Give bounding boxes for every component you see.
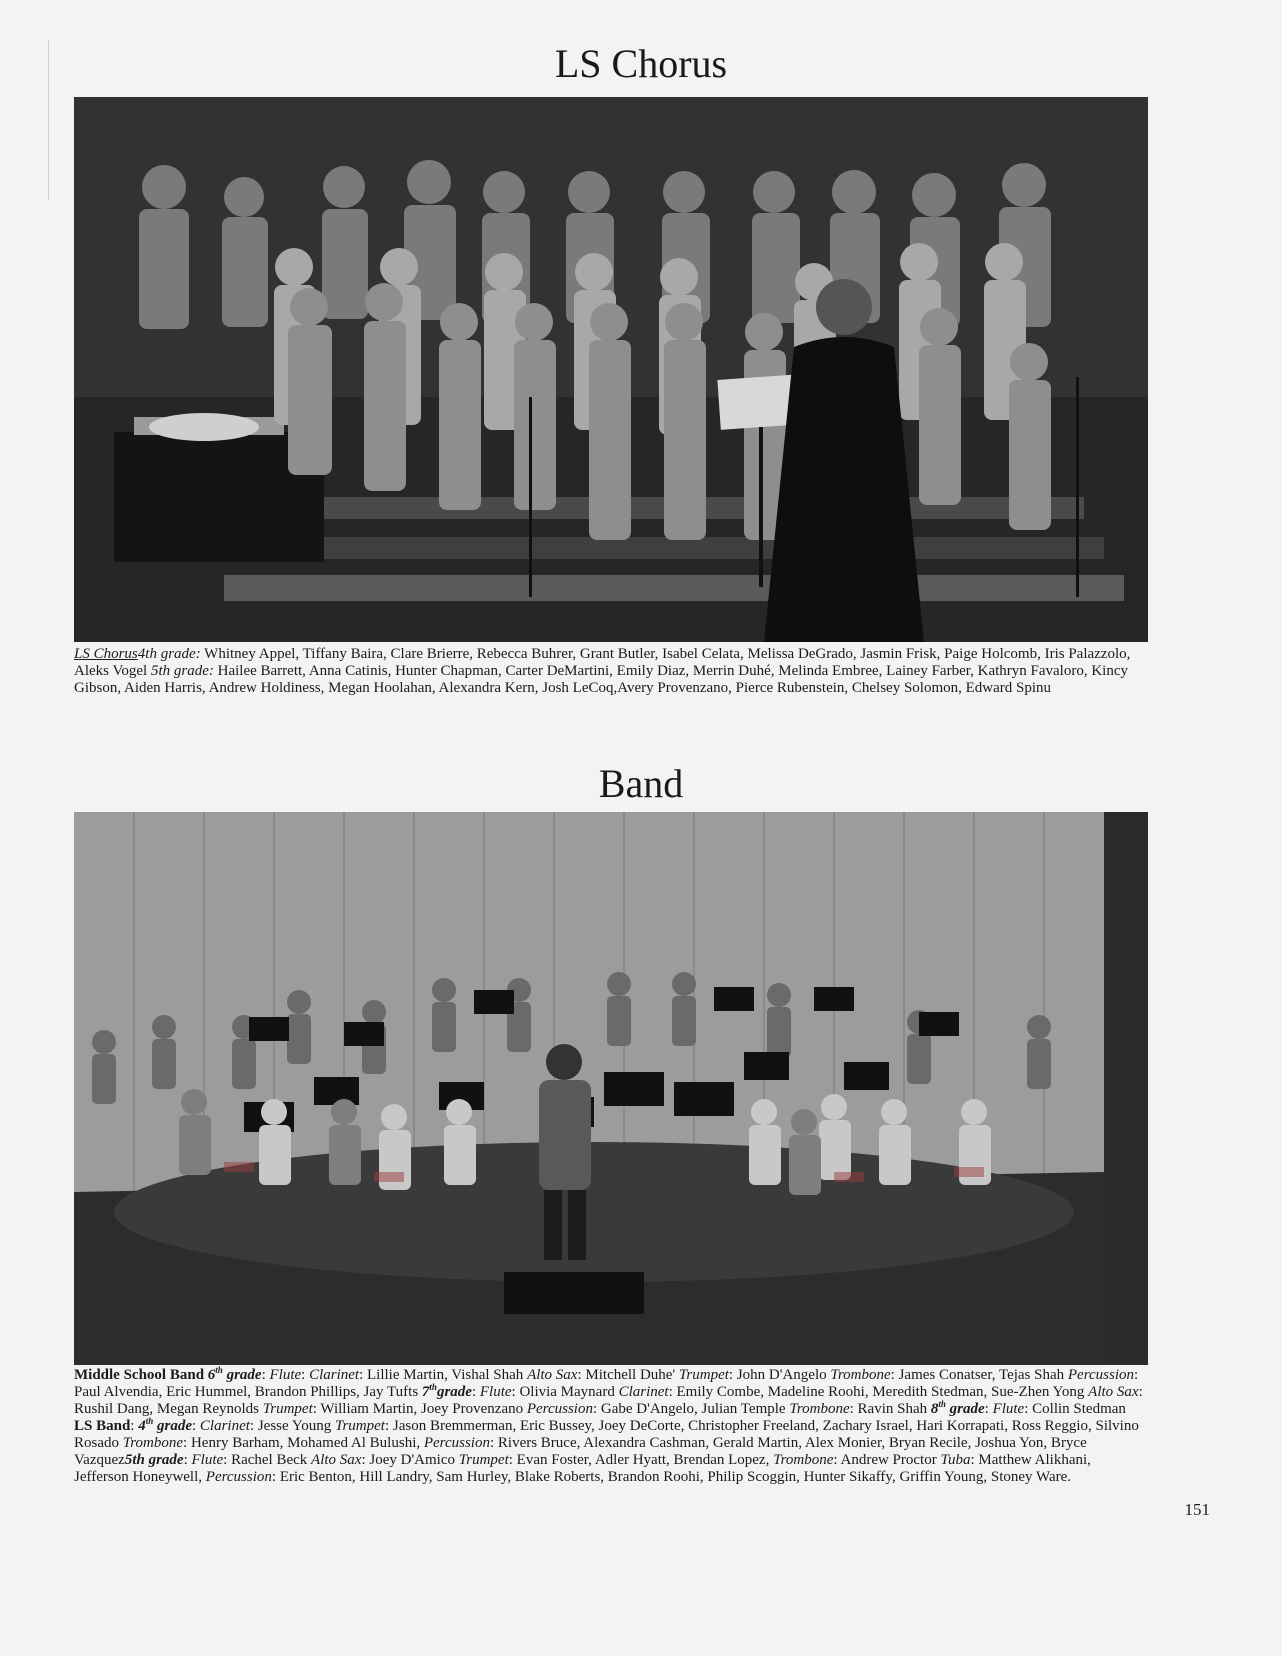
ms-g6-trumpet-names: John D'Angelo <box>733 1367 831 1383</box>
ls-g5-tuba-label: Tuba <box>940 1452 971 1468</box>
ls-g5-tuba-names: Matthew Alikhani, Jefferson Honeywell, <box>74 1452 1091 1485</box>
band-section-title: Band <box>598 761 684 806</box>
ms-grade7-suffix: th <box>429 1382 437 1392</box>
ms-grade6-label: grade <box>222 1367 262 1383</box>
page-number: 151 <box>1184 1500 1210 1519</box>
ms-grade6-number: 6 <box>204 1367 216 1383</box>
ms-grade8-suffix: th <box>938 1399 946 1409</box>
band-caption: Middle School Band 6th grade: Flute: Clarinet: Lillie Martin, Vishal Shah Alto Sax: Mitchell Duhe' Trumpet: John D'Angelo Trombone: James Conatser, Tejas Shah Percussion: Paul Alvendia, Eric Hummel, Brandon Phillips, Jay Tufts 7thgrade: Flute: Olivia Maynard Clarinet: Emily Combe, Madeline Roohi, Meredith Stedman, Sue-Zhen Yong Alto Sax: Rushil Dang, Megan Reynolds Trumpet: William Martin, Joey Provenzano Percussion: Gabe D'Angelo, Julian Temple Trombone: Ravin Shah 8th grade: Flute: Collin Stedman LS Band: 4th grade: Clarinet: Jesse Young Trumpet: Jason Bremmerman, Eric Bussey, Joey DeCorte, Christopher Freeland, Zachary Israel, Hari Korrapati, Ross Reggio, Silvino Rosado Trombone: Henry Barham, Mohamed Al Bulushi, Percussion: Rivers Bruce, Alexandra Cashman, Gerald Martin, Alex Monier, Bryan Recile, Joshua Yon, Bryce Vazquez5th grade: Flute: Rachel Beck Alto Sax: Joey D'Amico Trumpet: Evan Foster, Adler Hyatt, Brendan Lopez, Trombone: Andrew Proctor Tuba: Matthew Alikhani, Jefferson Honeywell, Percussion: Eric Benton, Hill Landry, Sam Hurley, Blake Roberts, Brandon Roohi, Philip Scoggin, Hunter Sikaffy, Griffin Young, Stoney Ware. <box>74 1365 1143 1485</box>
chorus-photo <box>74 97 1148 642</box>
ls-g5-altosax-names: Joey D'Amico <box>365 1452 459 1468</box>
ls-grade4-label: grade <box>153 1418 192 1434</box>
ms-g7-flute-names: Olivia Maynard <box>515 1384 619 1400</box>
ms-g6-altosax-label: Alto Sax <box>527 1367 578 1383</box>
ls-g5-flute-names: Rachel Beck <box>227 1452 312 1468</box>
ls-g5-percussion-names: Eric Benton, Hill Landry, Sam Hurley, Blake Roberts, Brandon Roohi, Philip Scoggin, Hunter Sikaffy, Griffin Young, Stoney Ware. <box>276 1469 1072 1485</box>
ms-g7-trumpet-names: William Martin, Joey Provenzano <box>316 1401 527 1417</box>
ms-g7-clarinet-label: Clarinet <box>618 1384 669 1400</box>
ms-g7-clarinet-names: Emily Combe, Madeline Roohi, Meredith Stedman, Sue-Zhen Yong <box>672 1384 1089 1400</box>
ms-g7-altosax-label: Alto Sax <box>1088 1384 1139 1400</box>
ms-g6-altosax-names: Mitchell Duhe' <box>581 1367 679 1383</box>
ls-g4-trumpet-names: Jason Bremmerman, Eric Bussey, Joey DeCorte, Christopher Freeland, Zachary Israel, Hari Korrapati, Ross Reggio, Silvino Rosado <box>74 1418 1139 1451</box>
ls-g4-clarinet-names: Jesse Young <box>254 1418 335 1434</box>
ms-g8-flute-label: Flute <box>992 1401 1025 1417</box>
ms-g7-trombone-names: Ravin Shah <box>853 1401 931 1417</box>
ms-g6-trombone-label: Trombone <box>830 1367 891 1383</box>
ls-g4-percussion-names: Rivers Bruce, Alexandra Cashman, Gerald Martin, Alex Monier, Bryan Recile, Joshua Yon, Bryce Vazquez <box>74 1435 1087 1468</box>
ls-band-label: LS Band <box>74 1418 131 1434</box>
ms-grade8-number: 8 <box>930 1401 939 1417</box>
ms-g7-trumpet-label: Trumpet <box>262 1401 313 1417</box>
ls-grade4-suffix: th <box>145 1416 154 1426</box>
chorus-photo-illustration <box>74 97 1148 642</box>
ls-g5-percussion-label: Percussion <box>205 1469 272 1485</box>
ms-grade7-label: grade <box>436 1384 472 1400</box>
ms-g6-trombone-names: James Conatser, Tejas Shah <box>894 1367 1068 1383</box>
ls-g4-clarinet-label: Clarinet <box>199 1418 250 1434</box>
ls-g5-trumpet-label: Trumpet <box>458 1452 509 1468</box>
ms-g6-flute-label: Flute <box>269 1367 302 1383</box>
ms-g6-trumpet-label: Trumpet <box>678 1367 729 1383</box>
ms-band-label: Middle School Band <box>74 1367 205 1383</box>
ms-g7-percussion-label: Percussion <box>526 1401 593 1417</box>
grade-5-label: 5th grade: <box>150 663 214 679</box>
grade-4-label: 4th grade: <box>137 646 201 662</box>
band-photo-illustration <box>74 812 1148 1365</box>
ls-g4-percussion-label: Percussion <box>423 1435 490 1451</box>
ms-g6-clarinet-names: Lillie Martin, Vishal Shah <box>363 1367 528 1383</box>
ls-g4-trombone-label: Trombone <box>122 1435 184 1451</box>
ms-g7-percussion-names: Gabe D'Angelo, Julian Temple <box>597 1401 790 1417</box>
ms-g7-flute-label: Flute <box>479 1384 512 1400</box>
grade-4-names: Whitney Appel, Tiffany Baira, Clare Brierre, Rebecca Buhrer, Grant Butler, Isabel Celata, Melissa DeGrado, Jasmin Frisk, Paige Holcomb, Iris Palazzolo, Aleks Vogel <box>74 646 1131 679</box>
ms-grade8-label: grade <box>945 1401 985 1417</box>
ls-grade5-label: 5th grade <box>124 1452 184 1468</box>
ls-g5-trombone-names: Andrew Proctor <box>837 1452 941 1468</box>
ms-g6-percussion-names: Paul Alvendia, Eric Hummel, Brandon Phillips, Jay Tufts <box>74 1384 422 1400</box>
ms-g6-percussion-label: Percussion <box>1067 1367 1134 1383</box>
ls-g5-altosax-label: Alto Sax <box>311 1452 362 1468</box>
ls-g5-trombone-label: Trombone <box>773 1452 834 1468</box>
ms-g8-flute-names: Collin Stedman <box>1028 1401 1126 1417</box>
ls-g5-flute-label: Flute <box>191 1452 224 1468</box>
ms-grade7-number: 7 <box>421 1384 430 1400</box>
chorus-section-title: LS Chorus <box>554 41 728 86</box>
ms-g7-trombone-label: Trombone <box>789 1401 850 1417</box>
ms-g7-altosax-names: Rushil Dang, Megan Reynolds <box>74 1401 263 1417</box>
ls-g4-trumpet-label: Trumpet <box>334 1418 385 1434</box>
ms-grade6-suffix: th <box>215 1365 223 1375</box>
ms-g6-clarinet-label: Clarinet <box>309 1367 360 1383</box>
chorus-caption <box>74 646 1148 697</box>
ls-grade4-number: 4 <box>134 1418 146 1434</box>
ls-g5-trumpet-names: Evan Foster, Adler Hyatt, Brendan Lopez, <box>512 1452 774 1468</box>
band-photo <box>74 812 1148 1365</box>
grade-5-names: Hailee Barrett, Anna Catinis, Hunter Chapman, Carter DeMartini, Emily Diaz, Merrin Duhé, Melinda Embree, Lainey Farber, Kathryn Favaloro, Kincy Gibson, Aiden Harris, Andrew Holdiness, Megan Hoolahan, Alexandra Kern, Josh LeCoq,Avery Provenzano, Pierce Rubenstein, Chelsey Solomon, Edward Spinu <box>74 663 1129 696</box>
chorus-caption-label: LS Chorus <box>74 646 138 662</box>
ls-g4-trombone-names: Henry Barham, Mohamed Al Bulushi, <box>187 1435 424 1451</box>
